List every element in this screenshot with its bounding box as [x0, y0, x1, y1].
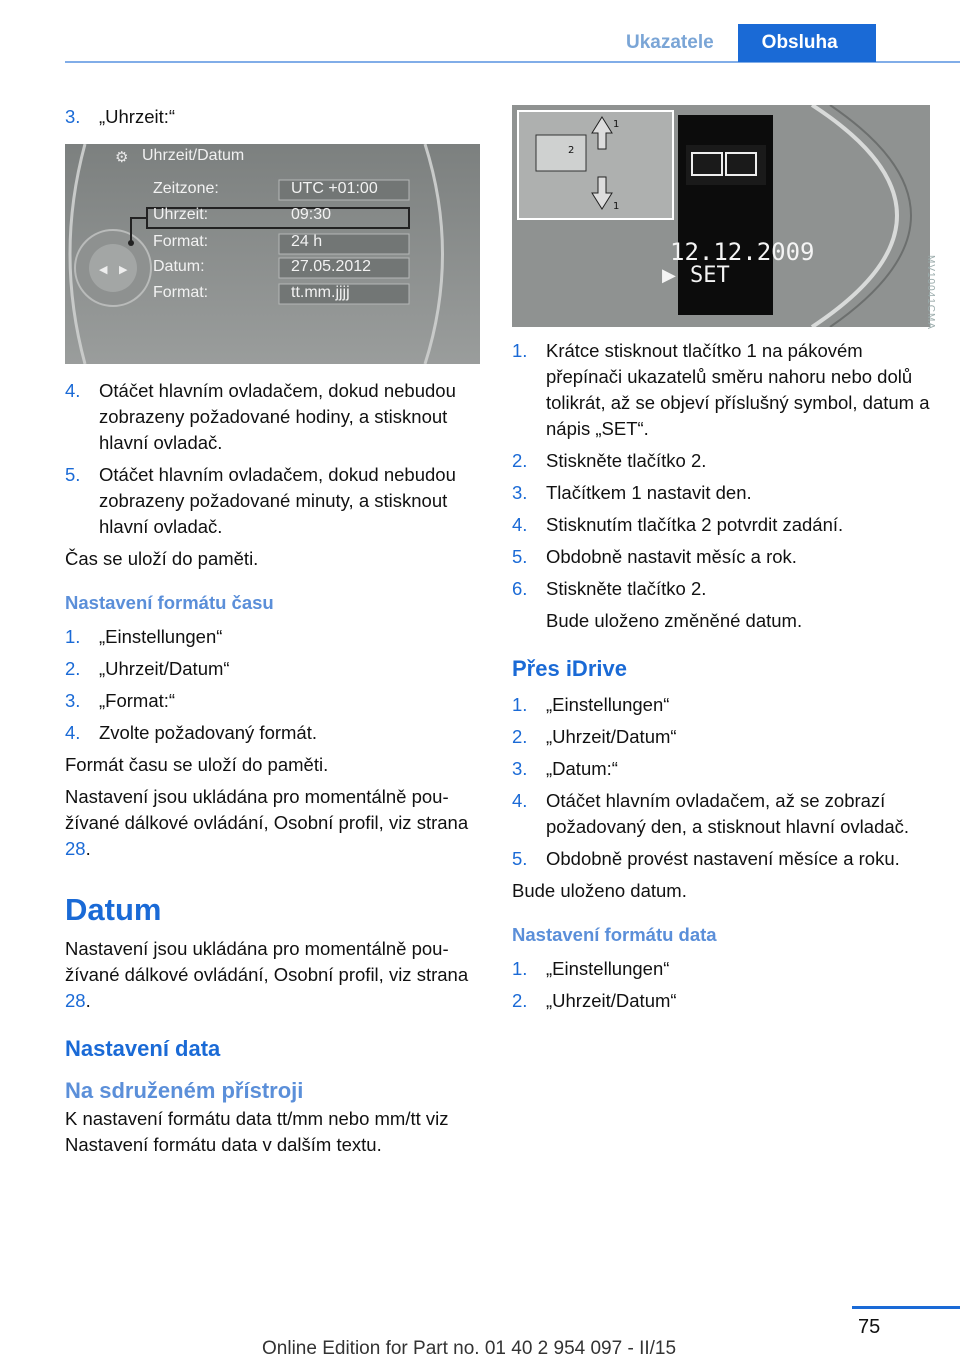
list-item — [512, 512, 932, 538]
list-text: „Uhrzeit/Datum“ — [99, 658, 230, 679]
row-label: Format: — [153, 233, 209, 250]
row-value: tt.mm.jjjj — [291, 284, 350, 301]
page-link[interactable]: 28 — [65, 990, 86, 1011]
list-text: Krátce stisknout tlačítko 1 na pákovém přepínači ukazatelů směru nahoru nebo dolů tolikrát, až se objeví příslušný symbol, datum a nápis „SET“. — [546, 340, 930, 439]
subheading-date-format: Nastavení formátu data — [512, 924, 717, 945]
list-item — [65, 378, 480, 456]
list-number: 1. — [512, 340, 528, 361]
list-text: Otáčet hlavním ovladačem, dokud nebudou zobrazeny požadované hodiny, a stisknout hlavní ovladač. — [99, 380, 456, 453]
list-text: „Uhrzeit/Datum“ — [546, 990, 677, 1011]
list-text: Tlačítkem 1 nastavit den. — [546, 482, 752, 503]
list-item — [65, 104, 480, 130]
paragraph: Nastavení jsou ukládána pro momentálně používané dálkové ovládání, Osobní profil, viz strana 28. — [65, 786, 469, 859]
list-number: 1. — [512, 958, 528, 979]
list-text: Stiskněte tlačítko 2. — [546, 578, 707, 599]
instrument-cluster-image — [512, 105, 930, 327]
list-text: Stiskněte tlačítko 2. — [546, 450, 707, 471]
heading-datum: Datum — [65, 892, 162, 927]
heading-idrive: Přes iDrive — [512, 656, 627, 681]
edition-note: Online Edition for Part no. 01 40 2 954 097 - II/15 — [262, 1338, 677, 1359]
list-text: Zvolte požadovaný formát. — [99, 722, 317, 743]
list-text: „Format:“ — [99, 690, 176, 711]
row-value: 27.05.2012 — [291, 258, 372, 275]
list-text: Stisknutím tlačítka 2 potvrdit zadání. — [546, 514, 844, 535]
paragraph: Bude uloženo datum. — [512, 880, 687, 901]
list-number: 4. — [512, 514, 528, 535]
list-number: 5. — [65, 464, 81, 485]
list-text: Otáčet hlavním ovladačem, až se zobrazí požadovaný den, a stisknout hlavní ovladač. — [546, 790, 910, 837]
row-label: Format: — [153, 284, 209, 301]
list-number: 4. — [65, 380, 81, 401]
gear-icon: ⚙ — [115, 148, 129, 166]
list-text: Otáčet hlavním ovladačem, dokud nebudou zobrazeny požadované minuty, a stisknout hlavní ovladač. — [99, 464, 456, 537]
svg-text:1: 1 — [613, 201, 620, 212]
list-text: „Datum:“ — [546, 758, 618, 779]
screen-title: Uhrzeit/Datum — [142, 147, 245, 164]
list-number: 5. — [512, 848, 528, 869]
list-item — [512, 846, 932, 872]
page-link[interactable]: 28 — [65, 838, 86, 859]
list-text: Obdobně provést nastavení měsíce a roku. — [546, 848, 900, 869]
paragraph: Nastavení jsou ukládána pro momentálně používané dálkové ovládání, Osobní profil, viz strana 28. — [65, 938, 469, 1011]
right-column — [512, 338, 932, 1020]
list-number: 3. — [512, 758, 528, 779]
list-number: 5. — [512, 546, 528, 567]
list-continuation: Bude uloženo změněné datum. — [546, 610, 803, 631]
svg-text:▶: ▶ — [119, 263, 128, 276]
list-item — [65, 720, 480, 746]
list-item — [65, 688, 480, 714]
list-number: 4. — [65, 722, 81, 743]
list-item — [512, 576, 932, 602]
list-number: 1. — [512, 694, 528, 715]
list-item — [65, 462, 480, 540]
tab-ukazatele[interactable]: Ukazatele — [626, 32, 714, 53]
cluster-date: 12.12.2009 — [670, 238, 815, 266]
idrive-screen-image — [65, 144, 480, 364]
footer-rule — [852, 1306, 960, 1309]
list-text: „Uhrzeit/Datum“ — [546, 726, 677, 747]
list-number: 2. — [65, 658, 81, 679]
list-item — [512, 724, 932, 750]
paragraph-text: Nastavení jsou ukládána pro momentálně používané dálkové ovládání, Osobní profil, viz strana — [65, 938, 469, 985]
row-value: 09:30 — [291, 206, 332, 223]
idrive-screen-svg — [65, 144, 480, 364]
list-number: 3. — [65, 690, 81, 711]
list-item — [512, 480, 932, 506]
paragraph: Čas se uloží do paměti. — [65, 548, 259, 569]
list-number: 2. — [512, 450, 528, 471]
tab-obsluha[interactable]: Obsluha — [738, 24, 876, 62]
left-column-top — [65, 104, 480, 136]
list-item — [65, 656, 480, 682]
cluster-svg — [512, 105, 930, 327]
row-value: UTC +01:00 — [291, 180, 378, 197]
list-item — [512, 988, 932, 1014]
play-icon: ▶ — [662, 265, 676, 285]
list-number: 6. — [512, 578, 528, 599]
paragraph: Formát času se uloží do paměti. — [65, 754, 329, 775]
heading-date-setting: Nastavení data — [65, 1036, 221, 1061]
cluster-set: SET — [690, 263, 730, 288]
svg-text:1: 1 — [613, 119, 620, 130]
svg-text:2: 2 — [568, 145, 575, 156]
paragraph: K nastavení formátu data tt/mm nebo mm/tt viz Nastavení formátu data v dalším textu. — [65, 1108, 449, 1155]
figure-code: MV10041CMA — [925, 255, 936, 331]
list-number: 2. — [512, 726, 528, 747]
heading-instrument-cluster: Na sdruženém přístroji — [65, 1078, 304, 1103]
list-item — [65, 624, 480, 650]
list-item — [512, 544, 932, 570]
list-text: „Einstellungen“ — [546, 958, 670, 979]
list-item — [512, 692, 932, 718]
page-number: 75 — [858, 1316, 881, 1338]
list-item — [512, 448, 932, 474]
paragraph-text: Nastavení jsou ukládána pro momentálně používané dálkové ovládání, Osobní profil, viz strana — [65, 786, 469, 833]
left-column-body — [65, 378, 480, 1164]
list-text: „Uhrzeit:“ — [99, 106, 176, 127]
header-rule — [65, 61, 960, 63]
list-number: 2. — [512, 990, 528, 1011]
list-number: 1. — [65, 626, 81, 647]
list-item — [512, 788, 932, 840]
list-item — [512, 756, 932, 782]
list-number: 4. — [512, 790, 528, 811]
list-item — [512, 956, 932, 982]
list-text: Obdobně nastavit měsíc a rok. — [546, 546, 797, 567]
row-label: Zeitzone: — [153, 180, 219, 197]
row-label: Uhrzeit: — [153, 206, 209, 223]
list-item — [512, 338, 932, 442]
list-number: 3. — [512, 482, 528, 503]
list-text: „Einstellungen“ — [546, 694, 670, 715]
svg-text:◀: ◀ — [99, 263, 108, 276]
row-value: 24 h — [291, 233, 323, 250]
list-number: 3. — [65, 106, 81, 127]
chapter-tabs — [602, 24, 876, 62]
subheading-time-format: Nastavení formátu času — [65, 592, 274, 613]
row-label: Datum: — [153, 258, 205, 275]
list-text: „Einstellungen“ — [99, 626, 223, 647]
